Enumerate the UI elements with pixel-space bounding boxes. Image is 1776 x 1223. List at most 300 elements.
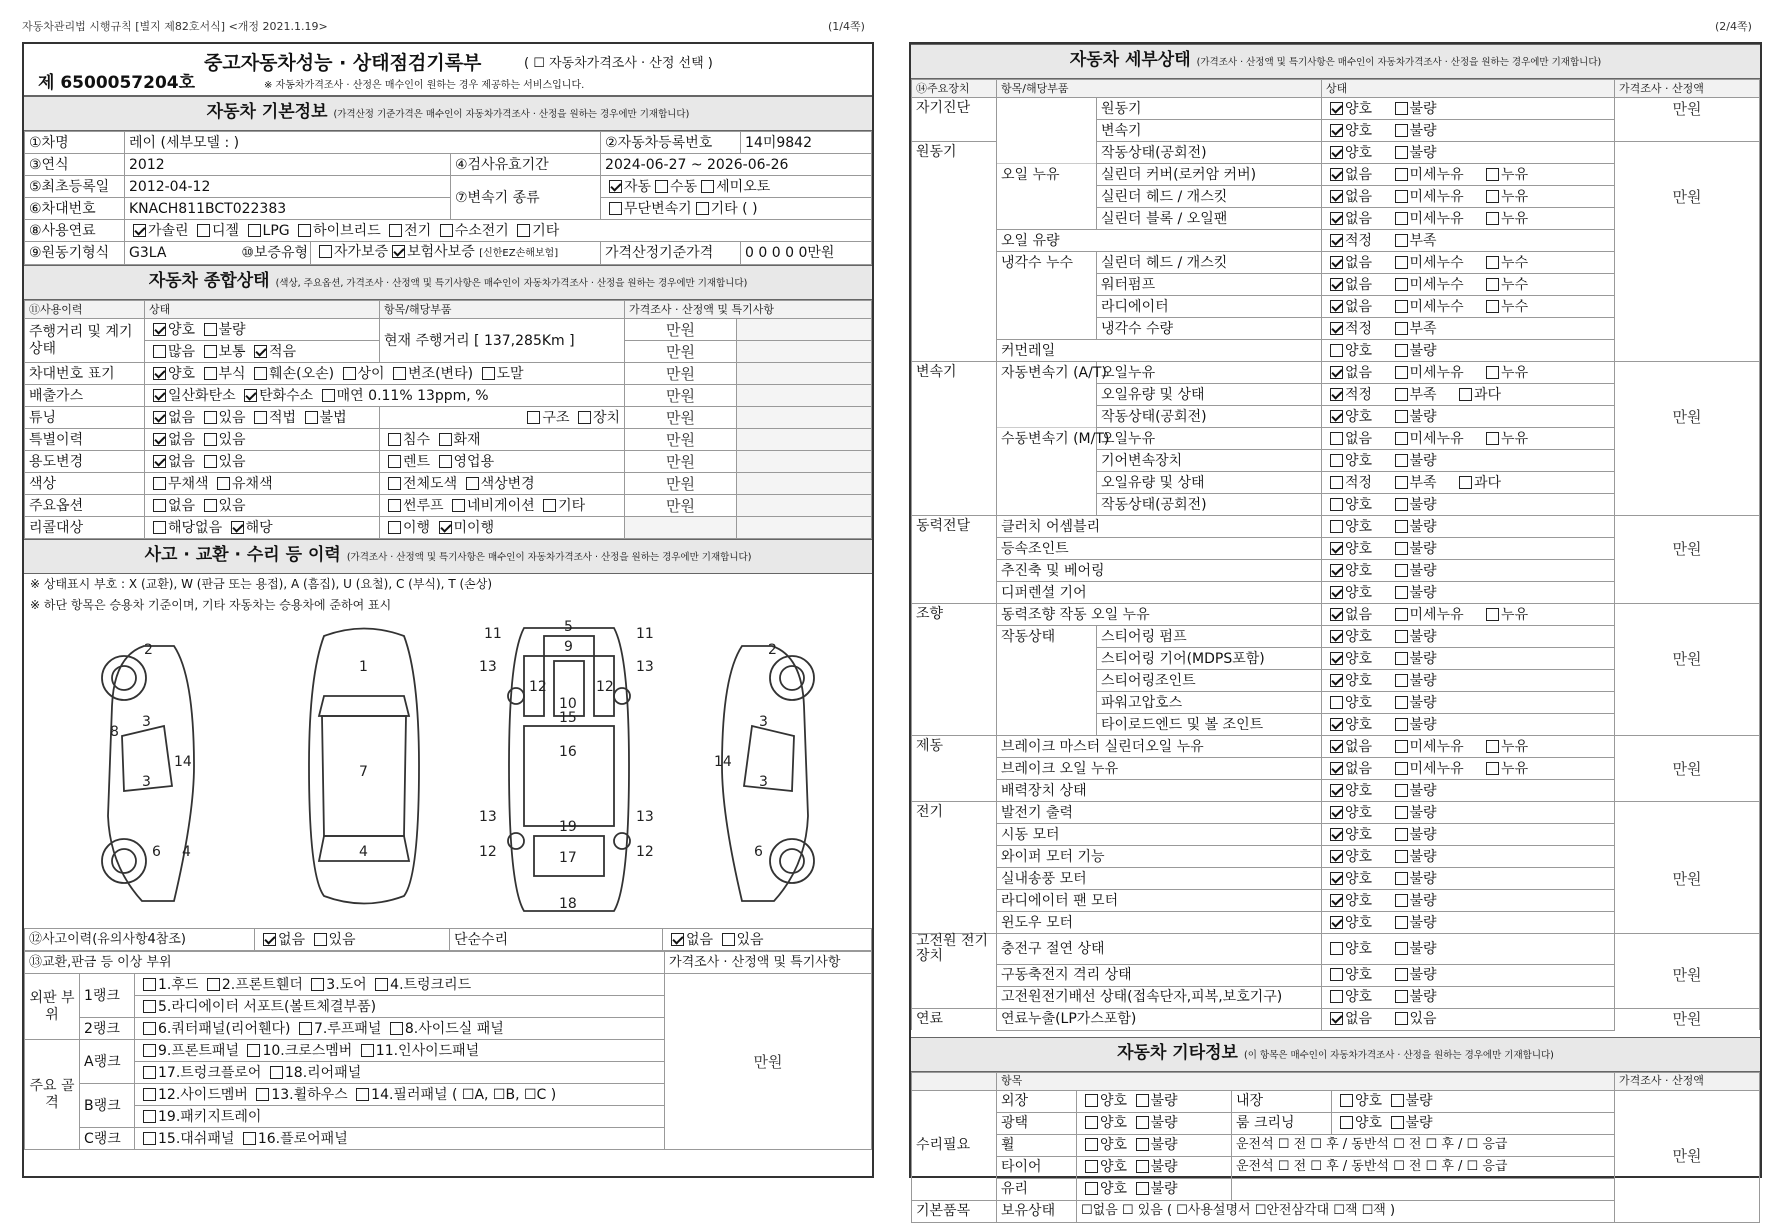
detail-row	[912, 846, 1760, 868]
checkbox[interactable]	[1330, 124, 1343, 137]
checkbox[interactable]	[578, 411, 591, 424]
checkbox[interactable]	[1395, 762, 1408, 775]
checkbox[interactable]	[1136, 1094, 1149, 1107]
item-label	[997, 648, 1097, 670]
checkbox[interactable]	[1395, 586, 1408, 599]
state-options: 적정 부족	[1322, 318, 1615, 340]
checkbox[interactable]	[1330, 784, 1343, 797]
checkbox[interactable]	[153, 477, 166, 490]
checkbox[interactable]	[1486, 168, 1499, 181]
transmission-options-1: 자동 수동 세미오토	[601, 176, 872, 198]
device-group	[912, 538, 997, 560]
checkbox[interactable]	[1330, 942, 1343, 955]
device-group	[912, 252, 997, 274]
price-cell	[1615, 296, 1760, 318]
price-cell	[1615, 340, 1760, 362]
state-options: 없음 미세누유 누유	[1322, 208, 1615, 230]
checkbox[interactable]	[1330, 696, 1343, 709]
device-group	[912, 648, 997, 670]
checkbox[interactable]	[1330, 630, 1343, 643]
device-group: 변속기	[912, 362, 997, 384]
checkbox[interactable]	[143, 1044, 156, 1057]
checkbox[interactable]	[1330, 762, 1343, 775]
checkbox[interactable]	[1459, 388, 1472, 401]
state-options: 적정 부족	[1322, 230, 1615, 252]
checkbox[interactable]	[143, 978, 156, 991]
state-options: 양호 불량	[1322, 964, 1615, 986]
state-options: 양호 불량	[1322, 714, 1615, 736]
checkbox[interactable]	[1395, 872, 1408, 885]
checkbox[interactable]	[1330, 990, 1343, 1003]
checkbox[interactable]	[1136, 1138, 1149, 1151]
checkbox[interactable]	[314, 933, 327, 946]
checkbox[interactable]	[1330, 322, 1343, 335]
checkbox[interactable]	[1330, 410, 1343, 423]
year-label: ③연식	[25, 154, 125, 176]
checkbox[interactable]	[1395, 498, 1408, 511]
checkbox[interactable]	[1330, 366, 1343, 379]
page-number-2: (2/4쪽)	[1715, 20, 1752, 33]
device-group: 동력전달	[912, 516, 997, 538]
checkbox[interactable]	[1395, 630, 1408, 643]
checkbox[interactable]	[244, 389, 257, 402]
price-cell	[1615, 824, 1760, 846]
checkbox[interactable]	[1395, 322, 1408, 335]
detail-row	[912, 274, 1760, 296]
checkbox[interactable]	[1486, 366, 1499, 379]
checkbox[interactable]	[517, 224, 530, 237]
checkbox[interactable]	[375, 978, 388, 991]
part-label-4: 4	[182, 844, 191, 860]
price-cell	[1615, 692, 1760, 714]
part-label: 작동상태(공회전)	[1097, 142, 1322, 164]
checkbox[interactable]	[1395, 674, 1408, 687]
part-label-6r: 6	[754, 844, 763, 860]
part-label-1: 1	[359, 659, 368, 675]
checkbox[interactable]	[1395, 990, 1408, 1003]
checkbox[interactable]	[248, 224, 261, 237]
state-options: 양호 불량	[1322, 560, 1615, 582]
legend-note: ※ 하단 항목은 승용차 기준이며, 기타 자동차는 승용차에 준하여 표시	[30, 598, 392, 612]
part-label: 스티어링조인트	[1097, 670, 1322, 692]
checkbox[interactable]	[153, 389, 166, 402]
checkbox[interactable]	[1395, 828, 1408, 841]
year-value: 2012	[125, 154, 451, 176]
state-options: 없음 미세누유 누유	[1322, 164, 1615, 186]
state-options: 없음 미세누유 누유	[1322, 758, 1615, 780]
checkbox[interactable]	[1330, 916, 1343, 929]
part-label: 파워고압호스	[1097, 692, 1322, 714]
detail-row	[912, 648, 1760, 670]
checkbox[interactable]	[1395, 278, 1408, 291]
checkbox[interactable]	[322, 389, 335, 402]
checkbox[interactable]	[452, 499, 465, 512]
checkbox[interactable]	[217, 477, 230, 490]
checkbox[interactable]	[1330, 740, 1343, 753]
price-check-option[interactable]: ( ☐ 자동차가격조사 · 산정 선택 )	[524, 56, 713, 71]
checkbox[interactable]	[256, 1088, 269, 1101]
other-band: 자동차 기타정보 (이 항목은 매수인이 자동차가격조사 · 산정을 원하는 경우에만 기재합니다)	[911, 1037, 1760, 1072]
exchange-table: ⑬교환,판금 등 이상 부위 가격조사 · 산정액 및 특기사항 외판 부위 1랭크 1.후드 2.프론트휀더 3.도어 4.트렁크리드 만원 5.라디에이터 서포트(볼트체결부품) 2랭크 6.쿼터패널(리어휀다) 7.루프패널 8.사이드실 패널 주요 골격 A랭크 9.프론트패널 10.크로스멤버 11.인사이드패널 17.트렁크플로어 18.리어패널 B랭크 12.사이드멤버 13.휠하우스 14.필러패널 ( ☐A, ☐B, ☐C ) 19.패키지트레이 C랭크 15.대쉬패널 16.플로어패널	[24, 951, 872, 1150]
checkbox[interactable]	[1395, 234, 1408, 247]
price-cell	[1615, 846, 1760, 868]
checkbox[interactable]	[1330, 256, 1343, 269]
checkbox[interactable]	[1486, 190, 1499, 203]
vin-value: KNACH811BCT022383	[125, 198, 451, 220]
checkbox[interactable]	[722, 933, 735, 946]
checkbox[interactable]	[1085, 1116, 1098, 1129]
checkbox[interactable]	[143, 1066, 156, 1079]
checkbox[interactable]	[388, 499, 401, 512]
checkbox[interactable]	[204, 323, 217, 336]
checkbox[interactable]	[143, 1022, 156, 1035]
item-label	[997, 296, 1097, 318]
item-label	[997, 142, 1097, 164]
checkbox[interactable]	[1330, 806, 1343, 819]
checkbox[interactable]	[609, 180, 622, 193]
checkbox[interactable]	[311, 978, 324, 991]
part-label-14r: 14	[714, 754, 732, 770]
item-label	[997, 208, 1097, 230]
checkbox[interactable]	[389, 224, 402, 237]
checkbox[interactable]	[1330, 542, 1343, 555]
state-options: 양호 불량	[1322, 648, 1615, 670]
checkbox[interactable]	[1330, 476, 1343, 489]
detail-row	[912, 692, 1760, 714]
checkbox[interactable]	[1330, 586, 1343, 599]
checkbox[interactable]	[1395, 806, 1408, 819]
item-label: 작동상태	[997, 626, 1097, 648]
checkbox[interactable]	[1395, 410, 1408, 423]
checkbox[interactable]	[1330, 278, 1343, 291]
checkbox[interactable]	[390, 1022, 403, 1035]
device-group	[912, 824, 997, 846]
checkbox[interactable]	[701, 180, 714, 193]
checkbox[interactable]	[1395, 454, 1408, 467]
checkbox[interactable]	[143, 1088, 156, 1101]
checkbox[interactable]	[466, 477, 479, 490]
checkbox[interactable]	[1330, 718, 1343, 731]
checkbox[interactable]	[254, 367, 267, 380]
warranty-options: 자가보증 보험사보증 [신한EZ손해보험]	[311, 242, 601, 265]
item-label: 클러치 어셈블리	[997, 516, 1322, 538]
checkbox[interactable]	[1395, 608, 1408, 621]
checkbox[interactable]	[153, 433, 166, 446]
checkbox[interactable]	[1330, 564, 1343, 577]
price-cell	[1615, 318, 1760, 340]
device-group	[912, 120, 997, 142]
checkbox[interactable]	[1330, 454, 1343, 467]
checkbox[interactable]	[527, 411, 540, 424]
checkbox[interactable]	[1486, 740, 1499, 753]
device-group	[912, 846, 997, 868]
checkbox[interactable]	[439, 521, 452, 534]
vin-label: ⑥차대번호	[25, 198, 125, 220]
device-group	[912, 230, 997, 252]
state-options: 없음 미세누유 누유	[1322, 428, 1615, 450]
checkbox[interactable]	[696, 202, 709, 215]
item-label: 브레이크 마스터 실린더오일 누유	[997, 736, 1322, 758]
checkbox[interactable]	[1395, 1012, 1408, 1025]
part-label-12c: 12	[479, 844, 497, 860]
checkbox[interactable]	[609, 202, 622, 215]
checkbox[interactable]	[1395, 300, 1408, 313]
checkbox[interactable]	[1486, 762, 1499, 775]
checkbox[interactable]	[1340, 1116, 1353, 1129]
checkbox[interactable]	[361, 1044, 374, 1057]
checkbox[interactable]	[1395, 256, 1408, 269]
device-group: 자기진단	[912, 98, 997, 120]
checkbox[interactable]	[143, 1110, 156, 1123]
checkbox[interactable]	[388, 433, 401, 446]
checkbox[interactable]	[1395, 388, 1408, 401]
part-label-13b: 13	[636, 659, 654, 675]
checkbox[interactable]	[356, 1088, 369, 1101]
checkbox[interactable]	[153, 345, 166, 358]
checkbox[interactable]	[204, 411, 217, 424]
state-options: 양호 불량	[1322, 890, 1615, 912]
device-group	[912, 428, 997, 450]
device-group	[912, 692, 997, 714]
checkbox[interactable]	[1330, 190, 1343, 203]
checkbox[interactable]	[1330, 850, 1343, 863]
item-label	[997, 670, 1097, 692]
detail-row	[912, 868, 1760, 890]
checkbox[interactable]	[439, 433, 452, 446]
checkbox[interactable]	[133, 224, 146, 237]
checkbox[interactable]	[1395, 190, 1408, 203]
checkbox[interactable]	[1395, 696, 1408, 709]
checkbox[interactable]	[1330, 674, 1343, 687]
checkbox[interactable]	[1395, 916, 1408, 929]
checkbox[interactable]	[388, 477, 401, 490]
detail-table: ⑭주요장치 항목/해당부품 상태 가격조사 · 산정액 자기진단 원동기 양호 불량 만원 변속기 양호 불량 원동기 작동상태(공회전) 양호 불량 오일 누유 실린더 커버(로커암 커버) 없음 미세누유 누유 실린더 헤드 / 개스킷 없음 미세누유 누유 만원 실린더 블록 / 오일팬 없음 미세누유 누유 오일 유량 적정 부족 냉각수 누수 실린더 헤드 / 개스킷 없음 미세누수 누수 워터펌프 없음 미세누수 누수 라디에이터 없음 미세누수 누수 냉각수 수량 적정 부족 커먼레일 양호 불량 변속기 자동변속기 (A/T) 오일누유 없음 미세누유 누유 오일유량 및 상태 적정 부족 과다 작동상태(공회전) 양호 불량 만원 수동변속기 (M/T) 오일누유 없음 미세누유 누유 기어변속장치 양호 불량 오일유량 및 상태 적정 부족 과다 작동상태(공회전) 양호 불량 동력전달 클러치 어셈블리 양호 불량 등속조인트 양호 불량 만원 추진축 및 베어링 양호 불량 디퍼렌셜 기어 양호 불량 조향 동력조향 작동 오일 누유 없음 미세누유 누유 작동상태 스티어링 펌프 양호 불량 스티어링 기어(MDPS포함) 양호 불량 만원 스티어링조인트 양호 불량 파워고압호스 양호 불량 타이로드엔드 및 볼 조인트 양호 불량 제동 브레이크 마스터 실린더오일 누유 없음 미세누유 누유 브레이크 오일 누유 없음 미세누유 누유 만원 배력장치 상태 양호 불량 전기 발전기 출력 양호 불량 시동 모터 양호 불량 와이퍼 모터 기능 양호 불량 실내송풍 모터 양호 불량 만원 라디에이터 팬 모터 양호 불량 윈도우 모터 양호 불량 고전원 전기장치 충전구 절연 상태 양호 불량 구동축전지 격리 상태 양호 불량 만원 고전원전기배선 상태(접속단자,피복,보호기구) 양호 불량 연료 연료누출(LP가스포함) 없음 있음 만원	[911, 79, 1760, 1031]
checkbox[interactable]	[1340, 1094, 1353, 1107]
title-note: ※ 자동차가격조사 · 산정은 매수인이 원하는 경우 제공하는 서비스입니다.	[264, 80, 585, 91]
part-label: 냉각수 수량	[1097, 318, 1322, 340]
checkbox[interactable]	[305, 411, 318, 424]
checkbox[interactable]	[1395, 102, 1408, 115]
part-label: 라디에이터	[1097, 296, 1322, 318]
item-label: 등속조인트	[997, 538, 1322, 560]
checkbox[interactable]	[153, 367, 166, 380]
checkbox[interactable]	[1136, 1116, 1149, 1129]
checkbox[interactable]	[1330, 388, 1343, 401]
item-label	[997, 406, 1097, 428]
device-group: 전기	[912, 802, 997, 824]
checkbox[interactable]	[1395, 366, 1408, 379]
checkbox[interactable]	[655, 180, 668, 193]
item-label: 배력장치 상태	[997, 780, 1322, 802]
part-label: 실린더 헤드 / 개스킷	[1097, 252, 1322, 274]
checkbox[interactable]	[1330, 146, 1343, 159]
checkbox[interactable]	[1136, 1182, 1149, 1195]
checkbox[interactable]	[1391, 1094, 1404, 1107]
checkbox[interactable]	[1395, 850, 1408, 863]
checkbox[interactable]	[1330, 168, 1343, 181]
checkbox[interactable]	[1330, 608, 1343, 621]
checkbox[interactable]	[1395, 784, 1408, 797]
checkbox[interactable]	[1486, 212, 1499, 225]
valid-label: ④검사유효기간	[451, 154, 601, 176]
checkbox[interactable]	[143, 1132, 156, 1145]
checkbox[interactable]	[1330, 102, 1343, 115]
checkbox[interactable]	[1330, 498, 1343, 511]
checkbox[interactable]	[1085, 1094, 1098, 1107]
checkbox[interactable]	[1395, 652, 1408, 665]
checkbox[interactable]	[254, 411, 267, 424]
state-options: 없음 미세누수 누수	[1322, 252, 1615, 274]
checkbox[interactable]	[671, 933, 684, 946]
detail-row	[912, 736, 1760, 758]
state-options: 양호 불량	[1322, 912, 1615, 934]
checkbox[interactable]	[343, 367, 356, 380]
checkbox[interactable]	[153, 521, 166, 534]
checkbox[interactable]	[1395, 894, 1408, 907]
state-options: 양호 불량	[1322, 450, 1615, 472]
transmission-options-2: 무단변속기 기타 ( )	[601, 198, 872, 220]
valid-value: 2024-06-27 ~ 2026-06-26	[601, 154, 872, 176]
checkbox[interactable]	[393, 367, 406, 380]
checkbox[interactable]	[439, 455, 452, 468]
checkbox[interactable]	[1395, 718, 1408, 731]
checkbox[interactable]	[319, 245, 332, 258]
checkbox[interactable]	[204, 345, 217, 358]
checkbox[interactable]	[1136, 1160, 1149, 1173]
checkbox[interactable]	[204, 455, 217, 468]
checkbox[interactable]	[231, 521, 244, 534]
checkbox[interactable]	[1395, 740, 1408, 753]
detail-row	[912, 516, 1760, 538]
checkbox[interactable]	[299, 1022, 312, 1035]
item-label	[997, 472, 1097, 494]
item-label	[997, 120, 1097, 142]
checkbox[interactable]	[1085, 1182, 1098, 1195]
checkbox[interactable]	[1330, 968, 1343, 981]
checkbox[interactable]	[1395, 542, 1408, 555]
checkbox[interactable]	[143, 1000, 156, 1013]
car-name-label: ①차명	[25, 132, 125, 154]
checkbox[interactable]	[1395, 124, 1408, 137]
part-label: 오일누유	[1097, 428, 1322, 450]
checkbox[interactable]	[247, 1044, 260, 1057]
checkbox[interactable]	[243, 1132, 256, 1145]
checkbox[interactable]	[1330, 432, 1343, 445]
checkbox[interactable]	[1330, 212, 1343, 225]
checkbox[interactable]	[204, 499, 217, 512]
checkbox[interactable]	[153, 411, 166, 424]
state-options: 없음 미세누수 누수	[1322, 296, 1615, 318]
checkbox[interactable]	[1486, 432, 1499, 445]
detail-row	[912, 428, 1760, 450]
state-options: 양호 불량	[1322, 670, 1615, 692]
checkbox[interactable]	[153, 455, 166, 468]
detail-row	[912, 964, 1760, 986]
checkbox[interactable]	[1330, 234, 1343, 247]
price-cell	[1615, 736, 1760, 758]
checkbox[interactable]	[204, 367, 217, 380]
checkbox[interactable]	[1395, 212, 1408, 225]
checkbox[interactable]	[392, 245, 405, 258]
checkbox[interactable]	[1330, 828, 1343, 841]
checkbox[interactable]	[1395, 968, 1408, 981]
checkbox[interactable]	[263, 933, 276, 946]
checkbox[interactable]	[1330, 520, 1343, 533]
checkbox[interactable]	[543, 499, 556, 512]
checkbox[interactable]	[1486, 278, 1499, 291]
checkbox[interactable]	[153, 323, 166, 336]
part-label: 워터펌프	[1097, 274, 1322, 296]
detail-row	[912, 986, 1760, 1008]
checkbox[interactable]	[270, 1066, 283, 1079]
checkbox[interactable]	[1459, 476, 1472, 489]
checkbox[interactable]	[1395, 146, 1408, 159]
checkbox[interactable]	[1330, 652, 1343, 665]
checkbox[interactable]	[1085, 1160, 1098, 1173]
checkbox[interactable]	[1391, 1116, 1404, 1129]
checkbox[interactable]	[1085, 1138, 1098, 1151]
part-label-3b: 3	[142, 774, 151, 790]
price-cell	[1615, 252, 1760, 274]
checkbox[interactable]	[204, 433, 217, 446]
part-label-3r: 3	[759, 714, 768, 730]
checkbox[interactable]	[1486, 256, 1499, 269]
part-label-12d: 12	[636, 844, 654, 860]
checkbox[interactable]	[388, 455, 401, 468]
item-label: 실내송풍 모터	[997, 868, 1322, 890]
checkbox[interactable]	[1330, 300, 1343, 313]
checkbox[interactable]	[1330, 872, 1343, 885]
price-cell: 만원	[1615, 406, 1760, 428]
checkbox[interactable]	[1330, 894, 1343, 907]
checkbox[interactable]	[1395, 168, 1408, 181]
device-group: 고전원 전기장치	[912, 934, 997, 965]
checkbox[interactable]	[153, 499, 166, 512]
item-label: 윈도우 모터	[997, 912, 1322, 934]
summary-table: ⑪사용이력 상태 항목/해당부품 가격조사 · 산정액 및 특기사항 주행거리 및 계기상태 양호 불량 현재 주행거리 [ 137,285Km ] 만원 많음 보통 적음 만원 차대번호 표기 양호 부식 훼손(오손) 상이 변조(변타) 도말 만원 배출가스 일산화탄소 탄화수소 매연 0.11% 13ppm, % 만원 튜닝 없음 있음 적법 불법 구조 장치 만원 특별이력 없음 있음 침수 화재 만원 용도변경 없음 있음 렌트 영업용 만원 색상 무채색 유채색 전체도색 색상변경 만원 주요옵션 없음 있음 썬루프 네비게이션 기타 만원 리콜대상 해당없음 해당 이행 미이행	[24, 300, 872, 539]
reg-no-value: 14미9842	[741, 132, 872, 154]
checkbox[interactable]	[1486, 300, 1499, 313]
checkbox[interactable]	[482, 367, 495, 380]
item-label: 오일 유량	[997, 230, 1322, 252]
checkbox[interactable]	[1395, 520, 1408, 533]
part-label: 실린더 커버(로커암 커버)	[1097, 164, 1322, 186]
checkbox[interactable]	[1330, 1012, 1343, 1025]
checkbox[interactable]	[388, 521, 401, 534]
device-group: 조향	[912, 604, 997, 626]
price-cell	[1615, 802, 1760, 824]
checkbox[interactable]	[1395, 344, 1408, 357]
checkbox[interactable]	[1395, 476, 1408, 489]
detail-row	[912, 230, 1760, 252]
basic-info-table	[24, 131, 872, 265]
checkbox[interactable]	[197, 224, 210, 237]
checkbox[interactable]	[1395, 432, 1408, 445]
checkbox[interactable]	[298, 224, 311, 237]
checkbox[interactable]	[1486, 608, 1499, 621]
checkbox[interactable]	[207, 978, 220, 991]
checkbox[interactable]	[254, 345, 267, 358]
checkbox[interactable]	[440, 224, 453, 237]
price-cell	[1615, 670, 1760, 692]
summary-band: 자동차 종합상태 (색상, 주요옵션, 가격조사 · 산정액 및 특기사항은 매수인이 자동차가격조사 · 산정을 원하는 경우에만 기재합니다)	[24, 265, 872, 300]
state-options: 없음 미세누수 누수	[1322, 274, 1615, 296]
checkbox[interactable]	[1395, 942, 1408, 955]
part-label: 오일유량 및 상태	[1097, 472, 1322, 494]
checkbox[interactable]	[1395, 564, 1408, 577]
checkbox[interactable]	[1330, 344, 1343, 357]
price-cell	[1615, 428, 1760, 450]
